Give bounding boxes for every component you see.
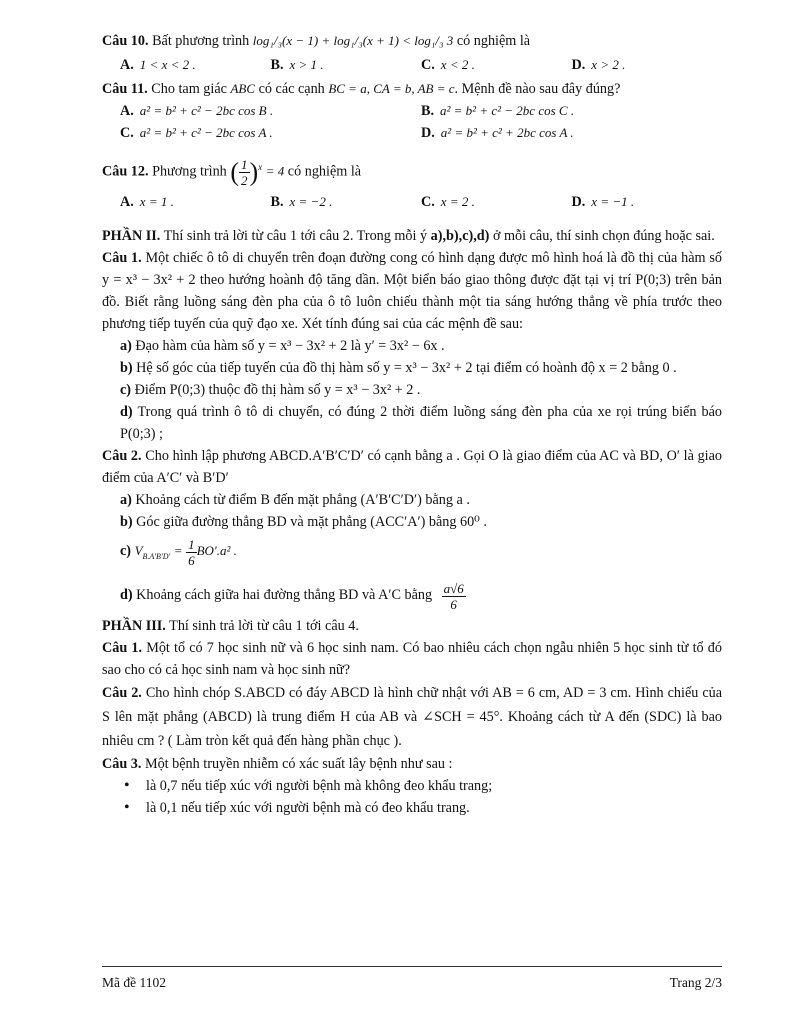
option-a: A. x = 1 . [120,194,174,211]
triangle-sides: BC = a, CA = b, AB = c [328,81,455,96]
part-2-question-2 [102,445,722,489]
option-c: C. a² = b² + c² − 2bc cos A . [120,125,273,141]
question-expression: log₁/₃(x − 1) + log₁/₃(x + 1) < log₁/₃ 3 [252,33,454,48]
q10-options [120,54,722,76]
option-b: B. x > 1 . [270,57,324,73]
list-item: • là 0,7 nếu tiếp xúc với người bệnh mà không đeo khẩu trang; [124,775,722,797]
option-a: A. a² = b² + c² − 2bc cos B . [120,103,274,119]
option-c: C. x < 2 . [421,57,475,73]
part-2-title: PHẦN II. [102,228,161,245]
fraction: $\frac{1}{6}$ [188,536,195,568]
question-label: Câu 1. [102,250,142,267]
fraction: $\frac{a√6}{6}$ [443,580,464,612]
statement-b: b) Góc giữa đường thẳng BD và mặt phẳng (ACC′A′) bằng 60⁰ . [120,514,487,531]
statement-d: d) Khoảng cách giữa hai đường thẳng BD và A′C bằng $\frac{a√6}{6}$ [120,580,464,612]
option-b: B. x = −2 . [270,194,333,211]
exam-page [102,30,722,819]
question-label: Câu 11. [102,81,148,97]
part-3-title: PHẦN III. [102,618,166,635]
statement-c: c) $V_{B.A'B'D'}$ = $\frac{1}{6}$ BO′.a² . [120,536,237,568]
part-3-question-1: Câu 1. Một tổ có 7 học sinh nữ và 6 học sinh nam. Có bao nhiêu cách chọn ngẫu nhiên 5 học sinh từ tổ đó sao cho có cả học sinh nam và học sinh nữ? [102,640,722,679]
fraction: $\frac{1}{2}$ [241,156,248,188]
option-d: D. x = −1 . [571,194,635,211]
part-3-question-3: Câu 3. Một bệnh truyền nhiễm có xác suất lây bệnh như sau : [102,756,453,773]
part-3-question-2: Câu 2. Cho hình chóp S.ABCD có đáy ABCD là hình chữ nhật với AB = 6 cm, AD = 3 cm. Hình chiếu của S lên mặt phẳng (ABCD) là trung điểm H của AB và ∠SCH = 45°. Khoảng cách từ A đến (SDC) là bao nhiêu cm ? ( Làm tròn kết quả đến hàng phần chục ). [102,685,723,750]
q12-options [120,191,722,213]
q11-options-row-2 [120,122,722,144]
paren-close: ) [249,157,259,187]
statement-c: c) Điểm P(0;3) thuộc đồ thị hàm số y = x³ − 3x² + 2 . [120,382,421,399]
q11-options-row-1 [120,100,722,122]
option-a: A. 1 < x < 2 . [120,57,196,73]
question-12 [102,150,722,189]
part-2-intro: PHẦN II. Thí sinh trả lời từ câu 1 tới câu 2. Trong mỗi ý a),b),c),d) ở mỗi câu, thí sinh chọn đúng hoặc sai. [102,228,715,245]
question-text: Cho tam giác [151,81,227,97]
question-text: Bất phương trình [152,33,250,49]
question-tail: có nghiệm là [456,33,531,49]
bullet-list [102,775,722,819]
triangle-name: ABC [230,81,256,96]
question-label: Câu 10. [102,33,149,49]
option-b: B. a² = b² + c² − 2bc cos C . [421,103,575,119]
rhs: = 4 [265,163,285,179]
exponent: x [258,162,263,172]
question-11 [102,78,722,100]
question-text: Một chiếc ô tô di chuyển trên đoạn đường cong có hình dạng được mô hình hoá là đồ thị của hàm số y = x³ − 3x² + 2 theo hướng hoành độ tăng dần. Một biển báo giao thông được đặt tại vị trí P(0;3) trên bản đồ. Biết rằng luồng sáng đèn pha của ô tô luôn chiếu thành một tia sáng hướng thẳng về phía trước theo phương tiếp tuyến của quỹ đạo xe. Xét tính đúng sai của các mệnh đề sau: [102,250,722,333]
question-text-2: có các cạnh [258,81,325,97]
exam-code: Mã đề 1102 [102,975,166,990]
question-label: Câu 3. [102,756,142,773]
statement-a: a) Khoảng cách từ điểm B đến mặt phẳng (A′B′C′D′) bằng a . [120,492,470,509]
question-label: Câu 12. [102,163,149,180]
question-text: Cho hình lập phương ABCD.A′B′C′D′ có cạnh bằng a . Gọi O là giao điểm của AC và BD, O′ là giao điểm của A′C′ và B′D′ [102,448,723,487]
question-tail: . Mệnh đề nào sau đây đúng? [454,81,621,97]
page-footer [102,966,722,991]
question-label: Câu 1. [102,640,143,657]
statement-d: d) Trong quá trình ô tô di chuyển, có đúng 2 thời điểm luồng sáng đèn pha của xe rọi trúng biển báo P(0;3) ; [120,404,722,443]
page-number: Trang 2/3 [669,975,722,990]
list-item: • là 0,1 nếu tiếp xúc với người bệnh mà có đeo khẩu trang. [124,797,722,819]
paren-open: ( [230,157,239,187]
question-10 [102,30,722,52]
question-text: Phương trình [152,163,227,180]
option-d: D. a² = b² + c² + 2bc cos A . [421,125,574,141]
option-c: C. x = 2 . [421,194,475,211]
part-3-intro: PHẦN III. Thí sinh trả lời từ câu 1 tới câu 4. [102,618,359,635]
statement-a: a) Đạo hàm của hàm số y = x³ − 3x² + 2 là y′ = 3x² − 6x . [120,338,445,355]
part-2-question-1 [102,247,722,335]
option-d: D. x > 2 . [571,57,626,73]
question-label: Câu 2. [102,685,142,702]
question-label: Câu 2. [102,448,142,465]
statement-b: b) Hệ số góc của tiếp tuyến của đồ thị hàm số y = x³ − 3x² + 2 tại điểm có hoành độ x = 2 bằng 0 . [120,360,677,377]
question-tail: có nghiệm là [287,163,362,180]
